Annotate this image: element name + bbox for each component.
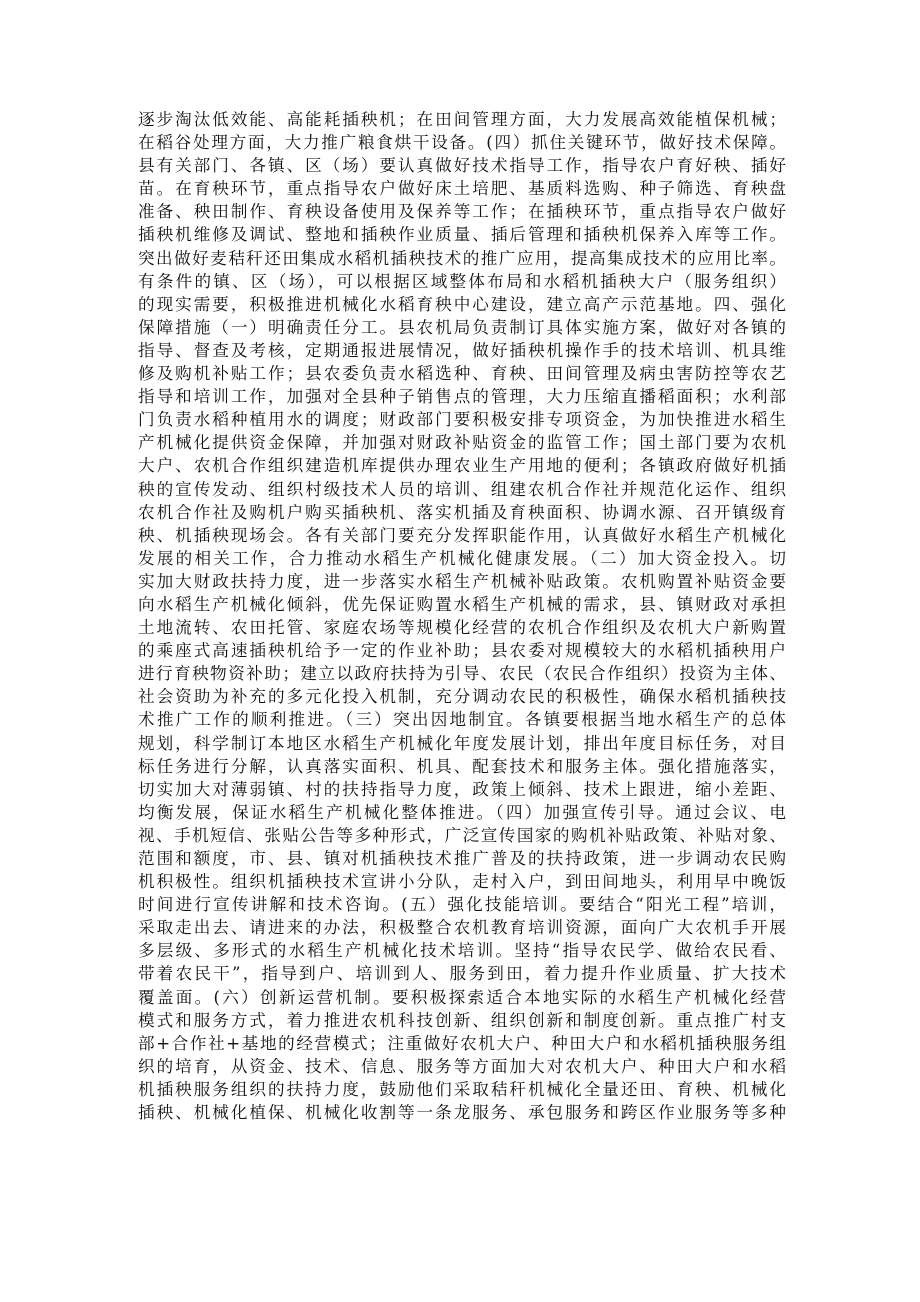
text-line: 采取走出去、请进来的办法，积极整合农机教育培训资源，面向广大农机手开展 — [138, 918, 786, 938]
text-line: 规划，科学制订本地区水稻生产机械化年度发展计划，排出年度目标任务，对目 — [138, 733, 786, 753]
text-line: 多层级、多形式的水稻生产机械化技术培训。坚持“指导农民学、做给农民看、 — [138, 941, 786, 961]
text-line: 门负责水稻种植用水的调度；财政部门要积极安排专项资金，为加快推进水稻生 — [138, 410, 786, 430]
text-line: 在稻谷处理方面，大力推广粮食烘干设备。(四）抓住关键环节，做好技术保障。 — [138, 133, 786, 153]
text-line: 保障措施（一）明确责任分工。县农机局负责制订具体实施方案，做好对各镇的 — [138, 317, 786, 337]
text-line: 有条件的镇、区（场），可以根据区域整体布局和水稻机插秧大户（服务组织） — [138, 271, 786, 291]
text-line: 指导和培训工作，加强对全县种子销售点的管理，大力压缩直播稻面积；水利部 — [138, 387, 786, 407]
text-line: 逐步淘汰低效能、高能耗插秧机；在田间管理方面，大力发展高效能植保机械； — [138, 110, 786, 129]
text-line: 秧、机插秧现场会。各有关部门要充分发挥职能作用，认真做好水稻生产机械化 — [138, 525, 786, 545]
text-line: 实加大财政扶持力度，进一步落实水稻生产机械补贴政策。农机购置补贴资金要 — [138, 571, 786, 591]
text-line: 的现实需要，积极推进机械化水稻育秧中心建设，建立高产示范基地。四、强化 — [138, 294, 786, 314]
text-line: 模式和服务方式，着力推进农机科技创新、组织创新和制度创新。重点推广村支 — [138, 1010, 786, 1030]
text-line: 机积极性。组织机插秧技术宣讲小分队，走村入户，到田间地头，利用早中晚饭 — [138, 872, 786, 892]
text-line: 机插秧服务组织的扶持力度，鼓励他们采取秸秆机械化全量还田、育秧、机械化 — [138, 1079, 786, 1099]
text-line: 社会资助为补充的多元化投入机制，充分调动农民的积极性，确保水稻机插秧技 — [138, 687, 786, 707]
text-line: 产机械化提供资金保障，并加强对财政补贴资金的监管工作；国土部门要为农机 — [138, 433, 786, 453]
text-line: 秧的宣传发动、组织村级技术人员的培训、组建农机合作社并规范化运作、组织 — [138, 479, 786, 499]
text-line: 标任务进行分解，认真落实面积、机具、配套技术和服务主体。强化措施落实， — [138, 756, 786, 776]
text-line: 覆盖面。(六）创新运营机制。要积极探索适合本地实际的水稻生产机械化经营 — [138, 987, 786, 1007]
text-line: 视、手机短信、张贴公告等多种形式，广泛宣传国家的购机补贴政策、补贴对象、 — [138, 825, 786, 845]
text-line: 土地流转、农田托管、家庭农场等规模化经营的农机合作组织及农机大户新购置 — [138, 618, 786, 638]
text-line: 向水稻生产机械化倾斜，优先保证购置水稻生产机械的需求，县、镇财政对承担 — [138, 594, 786, 614]
text-line: 准备、秧田制作、育秧设备使用及保养等工作；在插秧环节，重点指导农户做好 — [138, 202, 786, 222]
text-line: 插秧、机械化植保、机械化收割等一条龙服务、承包服务和跨区作业服务等多种 — [138, 1103, 786, 1123]
text-line: 范围和额度，市、县、镇对机插秧技术推广普及的扶持政策，进一步调动农民购 — [138, 849, 786, 868]
text-line: 突出做好麦秸秆还田集成水稻机插秧技术的推广应用，提高集成技术的应用比率。 — [138, 248, 786, 268]
text-line: 织的培育，从资金、技术、信息、服务等方面加大对农机大户、种田大户和水稻 — [138, 1056, 786, 1076]
document-page — [138, 108, 786, 1124]
text-line: 带着农民干”，指导到户、培训到人、服务到田，着力提升作业质量、扩大技术 — [138, 964, 786, 984]
text-line: 农机合作社及购机户购买插秧机、落实机插及育秧面积、协调水源、召开镇级育 — [138, 502, 786, 522]
text-line: 苗。在育秧环节，重点指导农户做好床土培肥、基质料选购、种子筛选、育秧盘 — [138, 179, 786, 199]
text-line: 术推广工作的顺利推进。（三）突出因地制宜。各镇要根据当地水稻生产的总体 — [138, 710, 786, 730]
text-line: 发展的相关工作，合力推动水稻生产机械化健康发展。（二）加大资金投入。切 — [138, 548, 786, 568]
text-line: 的乘座式高速插秧机给予一定的作业补助；县农委对规模较大的水稻机插秧用户 — [138, 641, 786, 661]
text-line: 均衡发展，保证水稻生产机械化整体推进。（四）加强宣传引导。通过会议、电 — [138, 802, 786, 822]
text-line: 进行育秧物资补助；建立以政府扶持为引导、农民（农民合作组织）投资为主体、 — [138, 664, 786, 684]
text-line: 修及购机补贴工作；县农委负责水稻选种、育秧、田间管理及病虫害防控等农艺 — [138, 364, 786, 384]
text-line: 县有关部门、各镇、区（场）要认真做好技术指导工作，指导农户育好秧、插好 — [138, 156, 786, 176]
text-line: 插秧机维修及调试、整地和插秧作业质量、插后管理和插秧机保养入库等工作。 — [138, 225, 786, 245]
text-line: 部+合作社+基地的经营模式；注重做好农机大户、种田大户和水稻机插秧服务组 — [138, 1033, 786, 1053]
text-line: 切实加大对薄弱镇、村的扶持指导力度，政策上倾斜、技术上跟进，缩小差距、 — [138, 779, 786, 799]
text-line: 大户、农机合作组织建造机库提供办理农业生产用地的便利；各镇政府做好机插 — [138, 456, 786, 476]
text-line: 时间进行宣传讲解和技术咨询。(五）强化技能培训。要结合“阳光工程”培训， — [138, 895, 786, 915]
text-line: 指导、督查及考核，定期通报进展情况，做好插秧机操作手的技术培训、机具维 — [138, 340, 786, 360]
